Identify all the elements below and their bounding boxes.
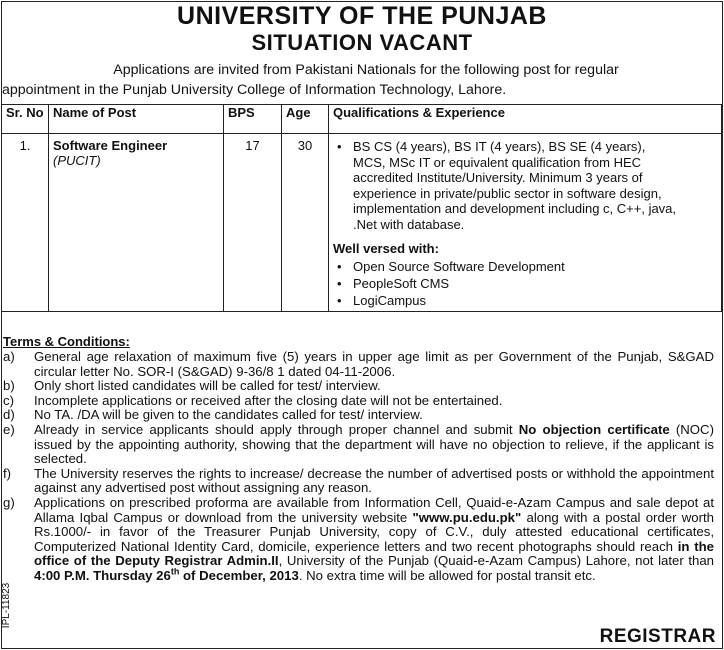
term-c	[3, 394, 714, 409]
header-age: Age	[282, 105, 329, 134]
header-post-name: Name of Post	[49, 105, 224, 134]
term-text: Applications on prescribed proforma are available from Information Cell, Quaid-e-Azam Campus and sale depot at Allama Iqbal Campus or download from the university website	[34, 494, 714, 525]
term-text: The University reserves the rights to increase/ decrease the number of advertised posts or withhold the appointment against any advertised post without assigning any reason.	[34, 465, 714, 496]
term-text: . No extra time will be allowed for postal transit etc.	[298, 567, 596, 583]
cell-age: 30	[282, 134, 329, 312]
posts-table	[1, 104, 722, 312]
table-header-row	[2, 105, 722, 134]
noc-bold-text: No objection certificate	[518, 421, 670, 437]
cell-bps: 17	[224, 134, 282, 312]
term-e	[3, 423, 714, 467]
post-department: (PUCIT)	[53, 153, 101, 168]
header-sr-no: Sr. No	[2, 105, 49, 134]
term-a	[3, 350, 714, 379]
deadline-text	[34, 568, 299, 583]
term-label: f)	[3, 465, 12, 481]
qualification-list	[333, 139, 681, 232]
term-f	[3, 467, 714, 496]
terms-heading: Terms & Conditions:	[3, 334, 130, 349]
deadline-post: of December, 2013	[179, 567, 299, 583]
well-versed-heading: Well versed with:	[333, 241, 439, 256]
term-text: Only short listed candidates will be called for test/ interview.	[34, 378, 381, 394]
term-text: , University of the Punjab (Quaid-e-Azam Campus) Lahore, not later than	[278, 553, 715, 569]
intro-paragraph	[2, 60, 718, 100]
situation-vacant-heading: SITUATION VACANT	[251, 30, 473, 55]
header-qualifications: Qualifications & Experience	[329, 105, 722, 134]
header-bps: BPS	[224, 105, 282, 134]
term-label: d)	[3, 407, 15, 423]
term-label: e)	[3, 421, 15, 437]
term-text: (NOC) issued by the appointing authority, showing that the department will have no objection to relieve, if the applicant is selected.	[34, 421, 714, 467]
well-versed-item: • Open Source Software Development	[333, 258, 681, 275]
well-versed-item: • PeopleSoft CMS	[333, 275, 681, 292]
term-text: along with a postal order worth Rs.1000/- in favor of the Treasurer Punjab University, copy of C.V., duly attested educational certificates, Computerized National Identity Card, domicile, experience letters and two recent photographs should reach	[34, 509, 714, 554]
term-label: g)	[3, 494, 15, 510]
deadline-pre: 4:00 P.M. Thursday 26	[34, 567, 171, 583]
table-row	[2, 134, 722, 312]
term-text: No TA. /DA will be given to the candidates called for test/ interview.	[34, 407, 423, 423]
registrar-signature: REGISTRAR	[599, 626, 716, 647]
intro-line-1: Applications are invited from Pakistani Nationals for the following post for regular	[113, 62, 619, 78]
term-text: Already in service applicants should apply through proper channel and submit	[34, 421, 519, 437]
term-text: General age relaxation of maximum five (5) years in upper age limit as per Government of the Punjab, S&GAD circular letter No. SOR-I (S&GAD) 9-36/8 1 dated 04-11-2006.	[34, 349, 714, 379]
post-title: Software Engineer	[53, 138, 168, 153]
cell-qualifications	[329, 134, 722, 312]
terms-list	[3, 350, 714, 584]
term-text: Incomplete applications or received after the closing date will not be entertained.	[34, 392, 503, 408]
term-label: b)	[3, 378, 15, 394]
deadline-sup: th	[170, 566, 180, 577]
cell-sr-no: 1.	[2, 134, 49, 312]
website-link[interactable]: "www.pu.edu.pk"	[412, 509, 522, 525]
cell-post-name	[49, 134, 224, 312]
qualification-item: • BS CS (4 years), BS IT (4 years), BS SE (4 years), MCS, MSc IT or equivalent qualification from HEC accredited Institute/University. Minimum 3 years of experience in private/public sector in software design, implementation and development including c, C++, java, .Net with database.	[333, 139, 681, 232]
university-title: UNIVERSITY OF THE PUNJAB	[177, 2, 547, 30]
term-b	[3, 379, 714, 394]
intro-line-2: appointment in the Punjab University College of Information Technology, Lahore.	[2, 82, 507, 98]
term-label: c)	[3, 392, 14, 408]
office-bold-text: in the office of the Deputy Registrar Admin.II	[34, 538, 714, 569]
well-versed-item: • LogiCampus	[333, 292, 681, 309]
ipl-code: IPL-11823	[1, 582, 13, 629]
term-label: a)	[3, 349, 15, 364]
term-g	[3, 496, 714, 584]
well-versed-list	[333, 258, 681, 309]
term-d	[3, 408, 714, 423]
